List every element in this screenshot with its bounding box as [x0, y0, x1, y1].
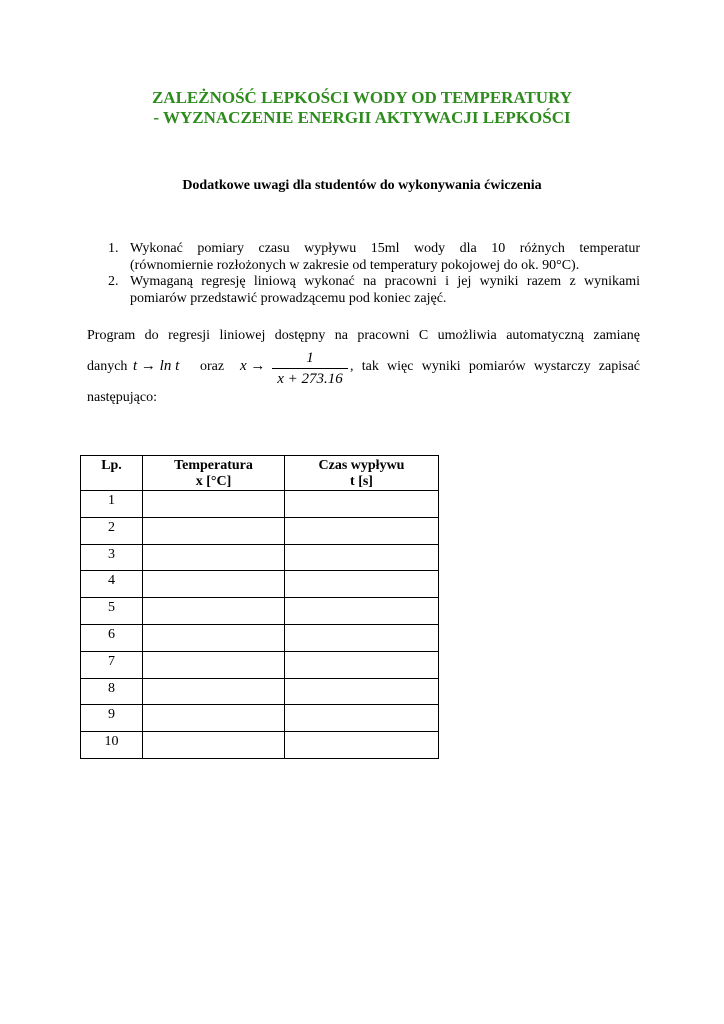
cell-lp: 7: [81, 651, 143, 678]
instruction-list: [108, 241, 640, 307]
cell-flow-time: [285, 732, 439, 759]
cell-temperature: [143, 571, 285, 598]
table-row: [81, 705, 439, 732]
header-flow-time-label: Czas wypływu: [318, 458, 405, 473]
table-row: [81, 678, 439, 705]
table-row: [81, 544, 439, 571]
list-item-number: 2.: [108, 274, 119, 289]
cell-temperature: [143, 678, 285, 705]
table-row: [81, 598, 439, 625]
header-temperature-unit: x [°C]: [195, 474, 232, 489]
cell-flow-time: [285, 678, 439, 705]
cell-temperature: [143, 544, 285, 571]
cell-lp: 10: [81, 732, 143, 759]
header-flow-time: [285, 456, 439, 491]
cell-temperature: [143, 651, 285, 678]
cell-temperature: [143, 732, 285, 759]
fraction-numerator: 1: [306, 350, 314, 366]
cell-flow-time: [285, 598, 439, 625]
cell-flow-time: [285, 517, 439, 544]
paragraph-line3: następująco:: [87, 390, 157, 405]
cell-temperature: [143, 705, 285, 732]
cell-lp: 2: [81, 517, 143, 544]
table-row: [81, 571, 439, 598]
table-row: [81, 651, 439, 678]
table-row: [81, 517, 439, 544]
header-lp: [81, 456, 143, 491]
list-item-text: Wymaganą regresję liniową wykonać na pracowni i jej wyniki razem z wynikami: [130, 274, 640, 289]
table-row: [81, 491, 439, 518]
header-temperature: [143, 456, 285, 491]
cell-lp: 4: [81, 571, 143, 598]
table-header-row: [81, 456, 439, 491]
document-title-line1: ZALEŻNOŚĆ LEPKOŚCI WODY OD TEMPERATURY: [151, 88, 573, 107]
header-lp-label: Lp.: [101, 458, 122, 473]
list-item: [108, 241, 640, 274]
fraction-denominator: x + 273.16: [277, 371, 343, 387]
list-item: [108, 274, 640, 307]
paragraph-oraz: oraz: [200, 359, 225, 374]
cell-temperature: [143, 491, 285, 518]
cell-lp: 1: [81, 491, 143, 518]
paragraph-danych: danych: [87, 359, 128, 374]
header-temperature-label: Temperatura: [174, 458, 253, 473]
table-row: [81, 732, 439, 759]
list-item-text: Wykonać pomiary czasu wypływu 15ml wody dla 10 różnych temperatur: [130, 241, 640, 256]
paragraph-line2-tail: , tak więc wyniki pomiarów wystarczy zapisać: [350, 359, 640, 374]
formula-fraction: [272, 349, 348, 388]
list-item-text: (równomiernie rozłożonych w zakresie od temperatury pokojowej do ok. 90°C).: [130, 257, 580, 273]
cell-lp: 8: [81, 678, 143, 705]
cell-lp: 9: [81, 705, 143, 732]
measurement-table: [80, 455, 439, 759]
list-item-number: 1.: [108, 241, 119, 256]
cell-flow-time: [285, 624, 439, 651]
paragraph-line1: Program do regresji liniowej dostępny na pracowni C umożliwia automatyczną zamianę: [87, 328, 640, 343]
document-title-line2: - WYZNACZENIE ENERGII AKTYWACJI LEPKOŚCI: [153, 108, 571, 127]
cell-flow-time: [285, 705, 439, 732]
document-subtitle: Dodatkowe uwagi dla studentów do wykonywania ćwiczenia: [182, 178, 542, 193]
cell-flow-time: [285, 544, 439, 571]
formula-t-to-lnt: t → ln t: [133, 358, 180, 374]
formula-x-arrow: x →: [240, 358, 266, 374]
cell-lp: 3: [81, 544, 143, 571]
list-item-text: pomiarów przedstawić prowadzącemu pod koniec zajęć.: [130, 290, 447, 306]
cell-temperature: [143, 624, 285, 651]
table-row: [81, 624, 439, 651]
cell-lp: 6: [81, 624, 143, 651]
cell-temperature: [143, 598, 285, 625]
header-flow-time-unit: t [s]: [350, 474, 373, 489]
cell-flow-time: [285, 571, 439, 598]
cell-flow-time: [285, 491, 439, 518]
cell-temperature: [143, 517, 285, 544]
fraction-bar: [272, 368, 348, 369]
cell-flow-time: [285, 651, 439, 678]
cell-lp: 5: [81, 598, 143, 625]
